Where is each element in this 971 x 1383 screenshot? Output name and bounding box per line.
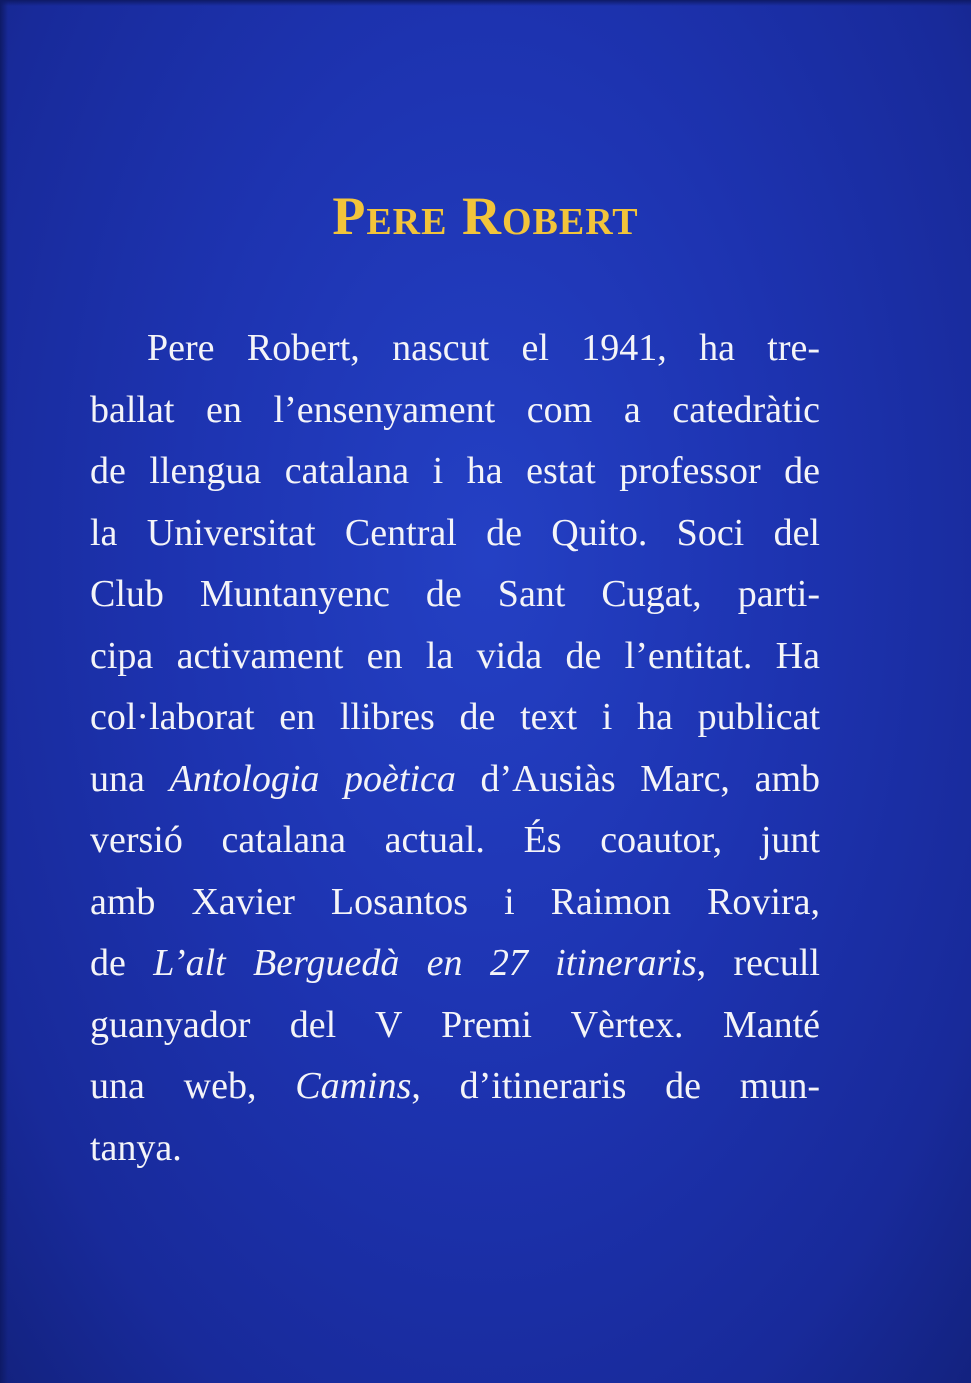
bio-line: amb Xavier Losantos i Raimon Rovira,: [90, 880, 820, 923]
bio-line: guanyador del V Premi Vèrtex. Manté: [90, 1003, 820, 1046]
website-name-camins: Camins: [295, 1065, 412, 1107]
bio-text: una: [90, 757, 170, 800]
bio-text: una web,: [90, 1065, 296, 1107]
bio-line: ballat en l’ensenyament com a catedràtic: [90, 388, 820, 431]
bio-line: de llengua catalana i ha estat professor de: [90, 450, 820, 492]
bio-line: cipa activament en la vida de l’entitat. Ha: [90, 634, 820, 677]
bio-line: Club Muntanyenc de Sant Cugat, parti-: [90, 573, 820, 615]
bio-text: , d’itineraris de mun-: [411, 1065, 820, 1107]
bio-line: [90, 1056, 820, 1118]
book-title-alt-bergueda: L’alt Berguedà en 27 itineraris: [153, 942, 697, 984]
bio-text: d’Ausiàs Marc, amb: [455, 757, 820, 800]
bio-line: [90, 749, 820, 811]
author-name-heading: Pere Robert: [332, 186, 639, 246]
bio-line: la Universitat Central de Quito. Soci del: [90, 511, 820, 554]
bio-line: Pere Robert, nascut el 1941, ha tre-: [147, 327, 820, 369]
book-title-antologia: Antologia poètica: [169, 757, 456, 800]
bio-text: de: [90, 942, 154, 984]
bio-text: , recull: [696, 942, 820, 984]
author-biography: [90, 318, 820, 1179]
page-edge-shadow-top: [0, 0, 971, 6]
bio-line: tanya.: [90, 1126, 182, 1169]
bio-line: [90, 933, 820, 995]
bio-line: versió catalana actual. És coautor, junt: [90, 819, 820, 861]
bio-line: col·laborat en llibres de text i ha publicat: [90, 696, 820, 738]
